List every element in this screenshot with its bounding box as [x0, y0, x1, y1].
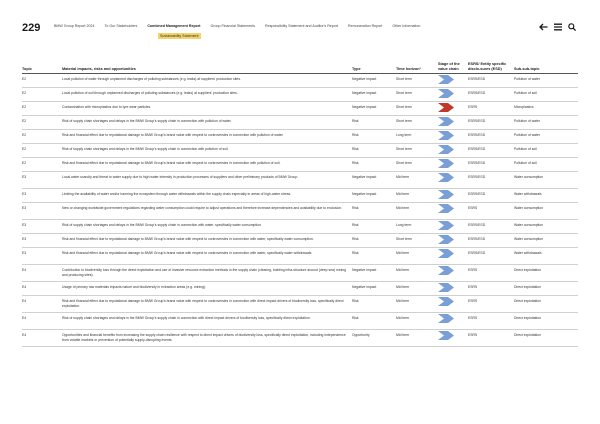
impact-description-cell: Risk and financial effect due to reputational damage to BMW Group's brand value with respect to controversies in connection with water, specifically water consumption. — [62, 236, 314, 241]
type-cell: Negative impact — [352, 267, 377, 272]
upstream-chevron-icon — [438, 190, 454, 199]
esrs-cell: ESRS/ESD — [468, 250, 486, 255]
upstream-chevron-icon — [438, 131, 454, 140]
table-row — [22, 220, 578, 234]
time-horizon-cell: Mid term — [396, 315, 410, 320]
impacts-risks-opportunities-table — [22, 62, 578, 347]
sub-sub-topic-cell: Pollution of water — [514, 76, 541, 81]
topic-cell: E3 — [22, 191, 27, 196]
topic-cell: E3 — [22, 236, 27, 241]
upstream-chevron-icon — [438, 331, 454, 340]
col-header-esrs: ESRS/ Entity specific disclo-sures (ESD) — [468, 62, 507, 71]
time-horizon-cell: Mid term — [396, 267, 410, 272]
esrs-cell: ESRS — [468, 284, 478, 289]
value-chain-stage-cell — [438, 296, 468, 313]
topic-cell: E2 — [22, 76, 27, 81]
esrs-cell: ESRS/ESD — [468, 236, 486, 241]
table-row — [22, 172, 578, 189]
nav-remuneration-report[interactable]: Remuneration Report — [348, 24, 383, 28]
impact-description-cell: Contribution to biodiversity loss through the direct exploitation and use of invasive resource extraction methods in the supply chain (clearing, building infra-structure around (deep sea) mining and producing sites). — [62, 267, 347, 277]
col-header-impacts: Material impacts, risks and opportunities — [62, 66, 136, 71]
esrs-cell: ESRS/ESD — [468, 132, 486, 137]
topic-cell: E2 — [22, 90, 27, 95]
downstream-chevron-icon — [438, 103, 454, 112]
impact-description-cell: Risk and financial effect due to reputational damage to BMW Group's brand value with respect to controversies in connection with pollution of water. — [62, 132, 284, 137]
type-cell: Risk — [352, 222, 359, 227]
impact-description-cell: Limiting the availability of water and/or harming the ecosystem through water withdrawals within the supply chain especially in areas of high-water stress. — [62, 191, 292, 196]
type-cell: Negative impact — [352, 76, 377, 81]
upstream-chevron-icon — [438, 266, 454, 275]
value-chain-stage-cell — [438, 74, 468, 88]
value-chain-stage-cell — [438, 248, 468, 265]
value-chain-stage-cell — [438, 130, 468, 144]
col-header-value-chain: Stage of the value chain — [438, 62, 460, 71]
upstream-chevron-icon — [438, 204, 454, 213]
type-cell: Risk — [352, 250, 359, 255]
topic-cell: E4 — [22, 267, 27, 272]
upstream-chevron-icon — [438, 283, 454, 292]
esrs-cell: ESRS/ESD — [468, 146, 486, 151]
page-number: 229 — [22, 22, 41, 34]
impact-description-cell: Risk of supply chain shortages and delays in the BMW Group's supply chain in connection with direct impact drivers of biodiversity loss, specifically direct exploitation. — [62, 315, 311, 320]
esrs-cell: ESRS — [468, 332, 478, 337]
upstream-chevron-icon — [438, 297, 454, 306]
topic-cell: E2 — [22, 118, 27, 123]
impact-description-cell: Risk and financial effect due to reputational damage to BMW Group's brand value with respect to controversies in connection with pollution of soil. — [62, 160, 281, 165]
sub-sub-topic-cell: Direct exploitation — [514, 315, 541, 320]
sub-sub-topic-cell: Water consumption — [514, 205, 544, 210]
sub-sub-topic-cell: Pollution of soil — [514, 146, 537, 151]
time-horizon-cell: Mid term — [396, 174, 410, 179]
impact-description-cell: Local pollution of water through unplanned discharges of polluting substances (e.g. leaks) at suppliers' production sites. — [62, 76, 241, 81]
sub-sub-topic-cell: Pollution of soil — [514, 90, 537, 95]
sub-sub-topic-cell: Pollution of water — [514, 118, 541, 123]
esrs-cell: ESRS — [468, 205, 478, 210]
type-cell: Risk — [352, 160, 359, 165]
type-cell: Risk — [352, 146, 359, 151]
sub-sub-topic-cell: Direct exploitation — [514, 332, 541, 337]
type-cell: Risk — [352, 205, 359, 210]
value-chain-stage-cell — [438, 189, 468, 203]
type-cell: Negative impact — [352, 174, 377, 179]
time-horizon-cell: Mid term — [396, 250, 410, 255]
value-chain-stage-cell — [438, 234, 468, 248]
type-cell: Risk — [352, 236, 359, 241]
table-row — [22, 248, 578, 265]
upstream-chevron-icon — [438, 145, 454, 154]
upstream-chevron-icon — [438, 221, 454, 230]
type-cell: Negative impact — [352, 104, 377, 109]
type-cell: Risk — [352, 132, 359, 137]
value-chain-stage-cell — [438, 330, 468, 347]
impact-description-cell: Risk of supply chain shortages and delays in the BMW Group's supply chain in connection with pollution of water. — [62, 118, 232, 123]
impact-description-cell: Risk and financial effect due to reputational damage to BMW Group's brand value with respect to controversies in connection with direct impact drivers of biodiversity loss, specifically direct exploitation. — [62, 298, 344, 308]
esrs-cell: ESRS/ESD — [468, 118, 486, 123]
time-horizon-cell: Short term — [396, 236, 412, 241]
impact-description-cell: Local water scarcity and threat to water supply due to high water intensity in production processes of suppliers and other preliminary products of BMW Group. — [62, 174, 299, 179]
table-row — [22, 265, 578, 282]
time-horizon-cell: Short term — [396, 118, 412, 123]
table-row — [22, 116, 578, 130]
table-row — [22, 282, 578, 296]
col-header-topic: Topic — [22, 66, 32, 71]
sub-sub-topic-cell: Pollution of soil — [514, 160, 537, 165]
time-horizon-cell: Short term — [396, 160, 412, 165]
esrs-cell: ESRS — [468, 104, 478, 109]
nav-combined-management-report[interactable]: Combined Management Report — [147, 24, 201, 28]
impact-description-cell: New or changing worldwide government regulations regarding water consumption could require to adjust operations and therefore increase dependencies and availability due to exclusion. — [62, 205, 343, 210]
esrs-cell: ESRS — [468, 298, 478, 303]
table-row — [22, 102, 578, 116]
esrs-cell: ESRS/ESD — [468, 160, 486, 165]
nav-to-our-stakeholders[interactable]: To Our Stakeholders — [104, 24, 138, 28]
time-horizon-cell: Mid term — [396, 191, 410, 196]
sub-sub-topic-cell: Water consumption — [514, 236, 544, 241]
topic-cell: E4 — [22, 332, 27, 337]
type-cell: Negative impact — [352, 90, 377, 95]
topic-cell: E2 — [22, 146, 27, 151]
time-horizon-cell: Long term — [396, 222, 412, 227]
table-row — [22, 313, 578, 330]
time-horizon-cell: Short term — [396, 146, 412, 151]
value-chain-stage-cell — [438, 102, 468, 116]
time-horizon-cell: Short term — [396, 76, 412, 81]
value-chain-stage-cell — [438, 265, 468, 282]
table-row — [22, 74, 578, 88]
table-row — [22, 234, 578, 248]
impact-description-cell: Risk of supply chain shortages and delays in the BMW Group's supply chain in connection with water, specifically water consumption. — [62, 222, 262, 227]
sub-sub-topic-cell: Microplastics — [514, 104, 534, 109]
time-horizon-cell: Short term — [396, 90, 412, 95]
topic-cell: E2 — [22, 104, 27, 109]
value-chain-stage-cell — [438, 203, 468, 220]
type-cell: Risk — [352, 298, 359, 303]
esrs-cell: ESRS/ESD — [468, 191, 486, 196]
top-navigation-bar — [0, 0, 600, 45]
nav-group-financial-statements[interactable]: Group Financial Statements — [210, 24, 255, 28]
table-row — [22, 203, 578, 220]
main-navigation — [54, 24, 420, 28]
col-header-type: Type — [352, 66, 361, 71]
table-row — [22, 158, 578, 172]
time-horizon-cell: Short term — [396, 104, 412, 109]
sub-sub-topic-cell: Direct exploitation — [514, 284, 541, 289]
time-horizon-cell: Mid term — [396, 284, 410, 289]
search-icon[interactable] — [568, 23, 576, 31]
value-chain-stage-cell — [438, 220, 468, 234]
esrs-cell: ESRS/ESD — [468, 174, 486, 179]
time-horizon-cell: Mid term — [396, 298, 410, 303]
topic-cell: E4 — [22, 315, 27, 320]
topic-cell: E3 — [22, 250, 27, 255]
type-cell: Risk — [352, 118, 359, 123]
col-header-sub-sub-topic: Sub-sub-topic — [514, 66, 540, 71]
subnav-sustainability-statement[interactable]: Sustainability Statement — [160, 34, 199, 38]
upstream-chevron-icon — [438, 173, 454, 182]
impact-description-cell: Usage of primary raw materials impacts nature and biodiversity in extraction areas (e.g. mining). — [62, 284, 206, 289]
impact-description-cell: Risk and financial effect due to reputational damage to BMW Group's brand value with respect to controversies in connection with water, specifically water withdrawals. — [62, 250, 313, 255]
esrs-cell: ESRS — [468, 315, 478, 320]
nav-bmw-group-report[interactable]: BMW Group Report 2024 — [54, 24, 95, 28]
sub-sub-topic-cell: Water withdrawals — [514, 250, 542, 255]
table-row — [22, 296, 578, 313]
sub-sub-topic-cell: Direct exploitation — [514, 267, 541, 272]
value-chain-stage-cell — [438, 172, 468, 189]
value-chain-stage-cell — [438, 88, 468, 102]
upstream-chevron-icon — [438, 314, 454, 323]
upstream-chevron-icon — [438, 117, 454, 126]
type-cell: Risk — [352, 315, 359, 320]
esrs-cell: ESRS/ESD — [468, 76, 486, 81]
nav-other-information[interactable]: Other Information — [392, 24, 421, 28]
type-cell: Opportunity — [352, 332, 370, 337]
sub-sub-topic-cell: Pollution of water — [514, 132, 541, 137]
upstream-chevron-icon — [438, 249, 454, 258]
table-header-row — [22, 62, 578, 74]
type-cell: Negative impact — [352, 284, 377, 289]
topic-cell: E3 — [22, 205, 27, 210]
value-chain-stage-cell — [438, 158, 468, 172]
table-row — [22, 144, 578, 158]
sub-sub-topic-cell: Direct exploitation — [514, 298, 541, 303]
value-chain-stage-cell — [438, 282, 468, 296]
upstream-chevron-icon — [438, 235, 454, 244]
value-chain-stage-cell — [438, 144, 468, 158]
impact-description-cell: Opportunities and financial benefits from increasing the supply chain resilience with respect to direct impact drivers of biodiversity loss, specifically direct exploitation, including independence from volatile markets or prevention of potentially supply-disrupting events. — [62, 332, 346, 342]
table-row — [22, 130, 578, 144]
topic-cell: E4 — [22, 298, 27, 303]
impact-description-cell: Contamination with microplastics due to tyre wear particles. — [62, 104, 152, 109]
nav-responsibility-statement[interactable]: Responsibility Statement and Auditor's Report — [265, 24, 338, 28]
value-chain-stage-cell — [438, 313, 468, 330]
type-cell: Negative impact — [352, 191, 377, 196]
esrs-cell: ESRS/ESD — [468, 222, 486, 227]
upstream-chevron-icon — [438, 75, 454, 84]
esrs-cell: ESRS — [468, 267, 478, 272]
toolbar-icons — [539, 23, 576, 31]
impact-description-cell: Risk of supply chain shortages and delays in the BMW Group's supply chain in connection with pollution of soil. — [62, 146, 229, 151]
sub-sub-topic-cell: Water consumption — [514, 174, 544, 179]
menu-icon[interactable] — [554, 23, 562, 31]
time-horizon-cell: Long term — [396, 132, 412, 137]
time-horizon-cell: Mid term — [396, 332, 410, 337]
topic-cell: E3 — [22, 174, 27, 179]
back-arrow-icon[interactable] — [539, 23, 548, 31]
impact-description-cell: Local pollution of soil through unplanned discharges of polluting substances (e.g. leaks) at suppliers' production sites. — [62, 90, 238, 95]
time-horizon-cell: Mid term — [396, 205, 410, 210]
upstream-chevron-icon — [438, 159, 454, 168]
topic-cell: E2 — [22, 160, 27, 165]
topic-cell: E4 — [22, 284, 27, 289]
sub-sub-topic-cell: Water withdrawals — [514, 191, 542, 196]
topic-cell: E3 — [22, 222, 27, 227]
upstream-chevron-icon — [438, 89, 454, 98]
value-chain-stage-cell — [438, 116, 468, 130]
sub-sub-topic-cell: Water consumption — [514, 222, 544, 227]
topic-cell: E2 — [22, 132, 27, 137]
esrs-cell: ESRS/ESD — [468, 90, 486, 95]
table-row — [22, 88, 578, 102]
col-header-time-horizon: Time horizon¹ — [396, 66, 421, 71]
table-row — [22, 330, 578, 347]
table-row — [22, 189, 578, 203]
